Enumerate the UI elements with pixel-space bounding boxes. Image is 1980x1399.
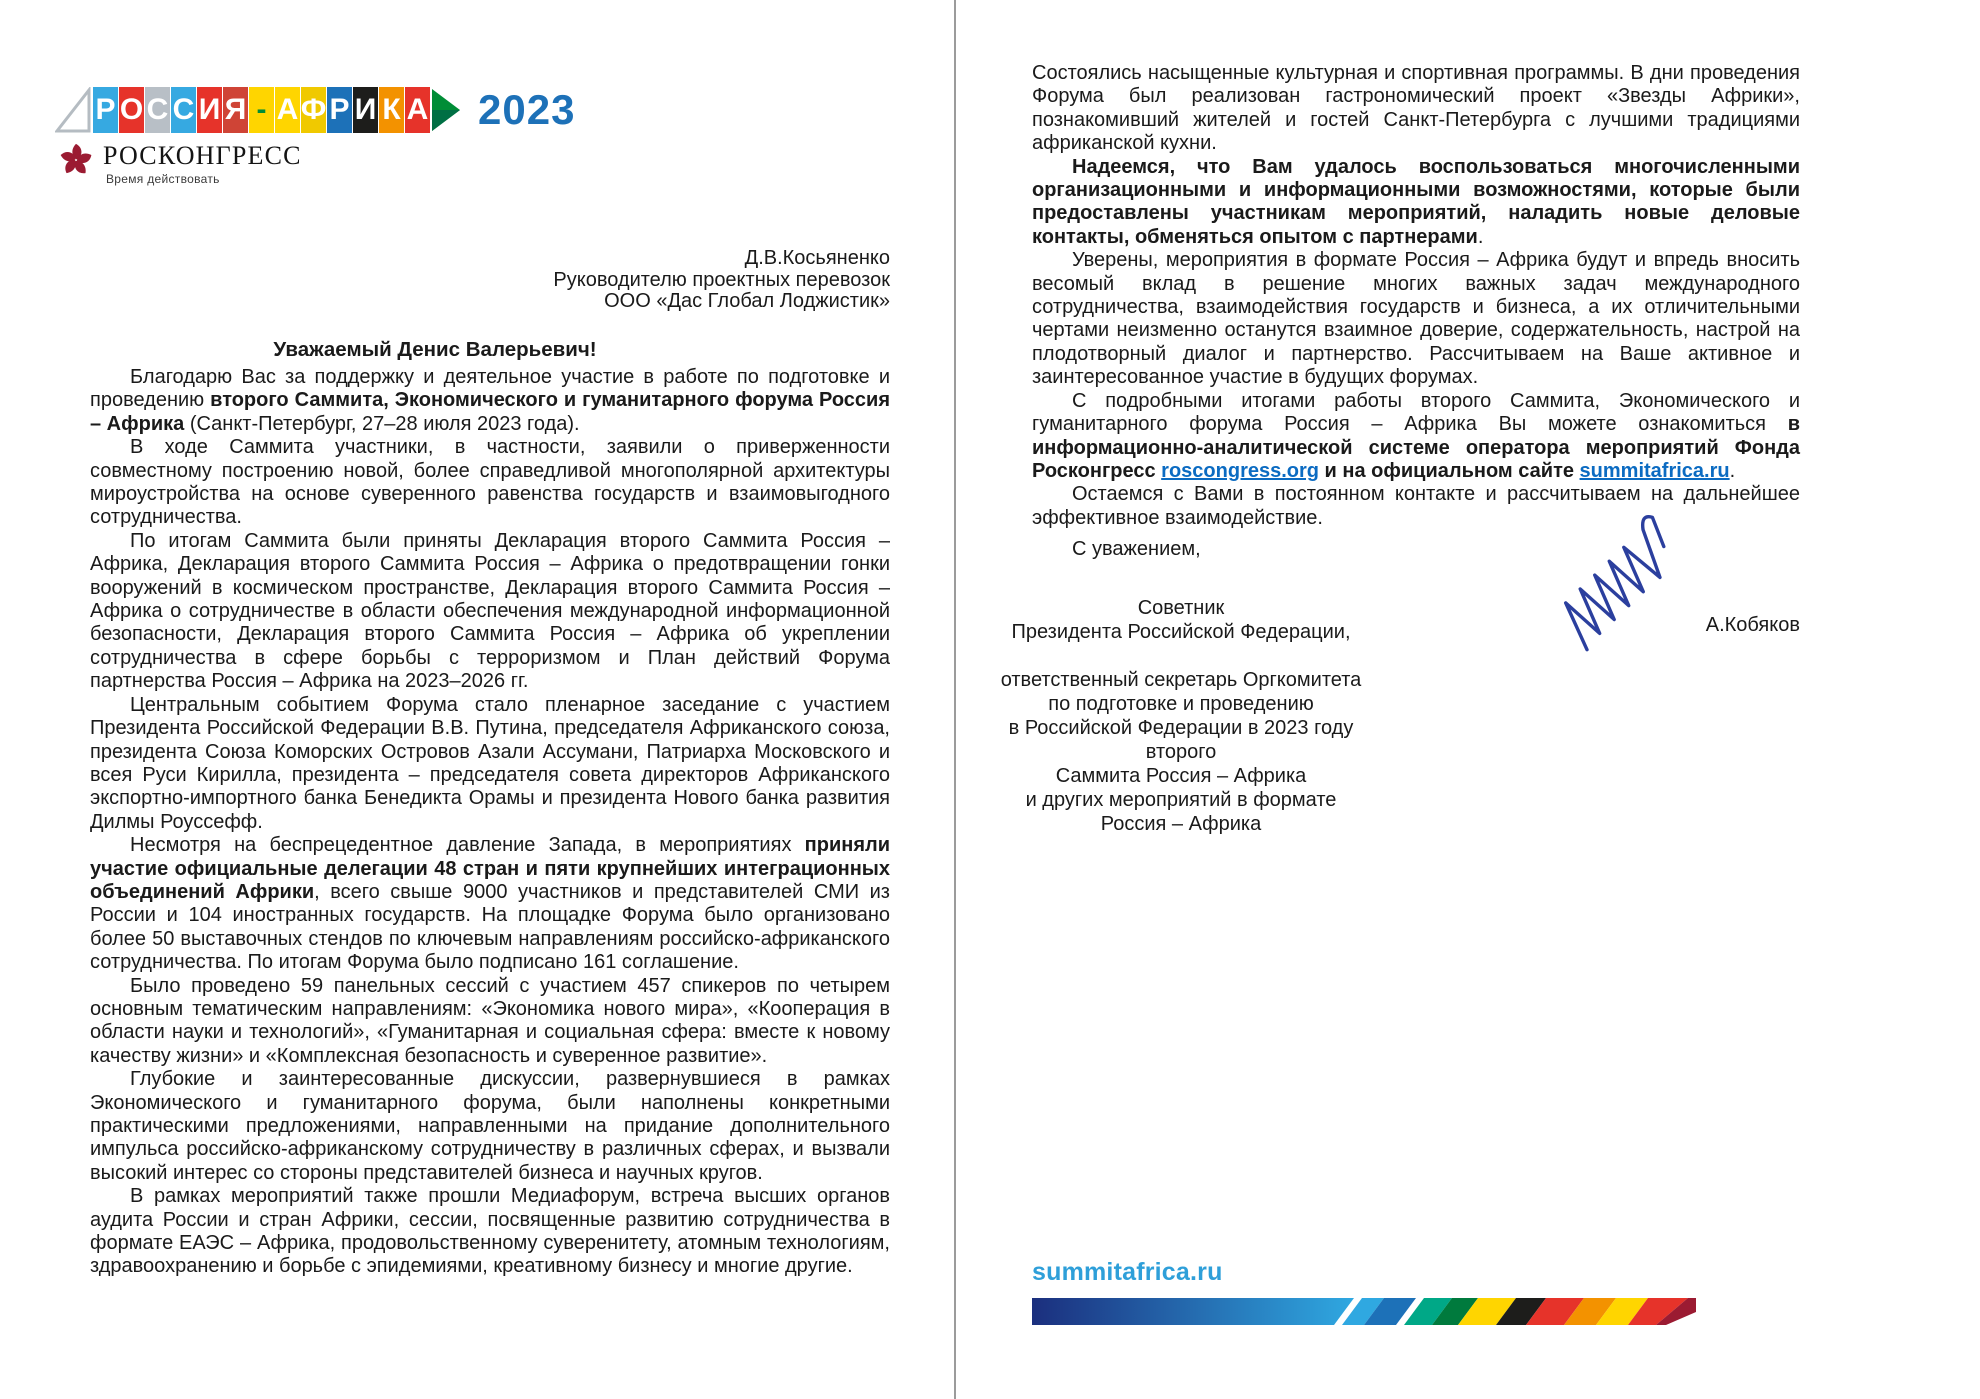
- signature-title-line: и других мероприятий в формате: [1025, 789, 1337, 811]
- text-run: В ходе Саммита участники, в частности, заявили о приверженности совместному построению новой, более справедливой многополярной архитектуры мироустройства на основе суверенного равенства государств и взаимовыгодного сотрудничества.: [90, 436, 890, 529]
- logo-letter-tiles: [93, 87, 431, 133]
- logo-arrow-icon: [432, 87, 462, 133]
- hyperlink[interactable]: roscongress.org: [1161, 459, 1319, 482]
- footer-site-text: summitafrica.ru: [1032, 1258, 1223, 1286]
- recipient-line: Руководителю проектных перевозок: [553, 268, 890, 291]
- paragraph: [90, 694, 890, 834]
- text-run: Глубокие и заинтересованные дискуссии, развернувшиеся в рамках Экономического и гуманитарного форума, были наполнены конкретными практическими предложениями, направленными на придание дополнительного импульса российско-африканскому сотрудничеству в различных сферах, и вызвали высокий интерес со стороны представителей бизнеса и научных кругов.: [90, 1068, 890, 1184]
- regards-line: С уважением,: [1072, 538, 1201, 560]
- footer-stripe-decoration: [1032, 1298, 1696, 1325]
- paragraph: [90, 366, 890, 436]
- roscongress-tagline: Время действовать: [106, 172, 220, 186]
- text-run: Уверены, мероприятия в формате Россия – Африка будут и впредь вносить весомый вклад в решение многих важных задач международного сотрудничества, взаимодействия государств и бизнеса, а их отличительными чертами неизменно останутся взаимное доверие, содержательность, настрой на плодотворный диалог и партнерство. Рассчитываем на Ваше активное и заинтересованное участие в будущих форумах.: [1032, 249, 1800, 389]
- text-run: Благодарю Вас за поддержку и деятельное участие в работе по подготовке и проведению: [90, 366, 890, 412]
- text-run: Остаемся с Вами в постоянном контакте и рассчитываем на дальнейшее эффективное взаимодействие.: [1032, 483, 1800, 529]
- logo-letter-tile: А: [275, 87, 300, 133]
- bold-text-run: приняли участие официальные делегации 48 стран и пяти крупнейших интеграционных объединений Африки: [90, 834, 890, 903]
- paragraph: [90, 975, 890, 1069]
- text-run: Центральным событием Форума стало пленарное заседание с участием Президента Российской Федерации В.В. Путина, председателя Африканского союза, президента Союза Коморских Островов Азали Ассумани, Патриарха Московского и всея Руси Кирилла, президента – председателя совета директоров Африканского экспортно-импортного банка Бенедикта Орамы и президента Нового банка развития Дилмы Роуссефф.: [90, 693, 890, 833]
- bold-text-run: Надеемся, что Вам удалось воспользоваться многочисленными организационными и информационными возможностями, которые были предоставлены участникам мероприятий, наладить новые деловые контакты, обменяться опытом с партнерами: [1032, 155, 1800, 248]
- logo-year: 2023: [478, 86, 576, 133]
- logo-letter-tile: Р: [327, 87, 352, 133]
- paragraph: [90, 436, 890, 530]
- logo-letter-tile: С: [171, 87, 196, 133]
- recipient-block: [90, 248, 890, 313]
- letter-body-left: [90, 366, 890, 1279]
- paragraph: [1032, 62, 1800, 156]
- text-run: .: [1729, 459, 1736, 482]
- salutation: Уважаемый Денис Валерьевич!: [273, 338, 597, 361]
- logo-letter-tile: А: [405, 87, 430, 133]
- bold-text-run: в информационно-аналитической системе оператора мероприятий Фонда Росконгресс: [1032, 413, 1800, 482]
- paragraph: [1032, 156, 1800, 250]
- logo-letter-tile: -: [249, 87, 274, 133]
- roscongress-logo: [57, 141, 302, 186]
- paragraph: [90, 1185, 890, 1279]
- letter-body-right: [1032, 62, 1800, 530]
- text-run: По итогам Саммита были приняты Декларация второго Саммита Россия – Африка, Декларация второго Саммита Россия – Африка о предотвращении гонки вооружений в космическом пространстве, Декларация второго Саммита Россия – Африка о сотрудничестве в области обеспечения международной информационной безопасности, Декларация второго Саммита Россия – Африка об укреплении сотрудничества в сфере борьбы с терроризмом и План действий Форума партнерства Россия – Африка на 2023–2026 гг.: [90, 529, 890, 693]
- paragraph: [1032, 390, 1800, 484]
- signature-title-line: в Российской Федерации в 2023 году второго: [1008, 717, 1354, 763]
- logo-letter-tile: И: [197, 87, 222, 133]
- logo-flag-icon: [55, 87, 91, 133]
- hyperlink[interactable]: summitafrica.ru: [1579, 459, 1730, 482]
- recipient-line: Д.В.Косьяненко: [744, 247, 890, 269]
- paragraph: [90, 834, 890, 974]
- signature-title-line: Президента Российской Федерации,: [1011, 621, 1351, 643]
- recipient-line: ООО «Дас Глобал Лоджистик»: [604, 290, 890, 312]
- paragraph: [1032, 249, 1800, 389]
- logo-letter-tile: Ф: [301, 87, 326, 133]
- signature-title-line: Саммита Россия – Африка: [1055, 765, 1307, 787]
- logo-letter-tile: И: [353, 87, 378, 133]
- letter-page-left: [0, 0, 954, 1399]
- logo-letter-tile: К: [379, 87, 404, 133]
- russia-africa-logo: [55, 86, 575, 134]
- roscongress-name: РОСКОНГРЕСС: [103, 141, 302, 170]
- logo-letter-tile: С: [145, 87, 170, 133]
- text-run: , всего свыше 9000 участников и представителей СМИ из России и 104 иностранных государств. На площадке Форума было организовано более 50 выставочных стендов по ключевым направлениям российско-африканского сотрудничества. По итогам Форума было подписано 161 соглашение.: [90, 880, 890, 974]
- signature-title-block: [996, 596, 1366, 836]
- signature-title-line: ответственный секретарь Оргкомитета: [1000, 669, 1362, 691]
- handwritten-signature: [1530, 486, 1730, 671]
- roscongress-flower-icon: [57, 141, 95, 179]
- logo-letter-tile: Я: [223, 87, 248, 133]
- logo-letter-tile: Р: [93, 87, 118, 133]
- text-run: В рамках мероприятий также прошли Медиафорум, встреча высших органов аудита России и стран Африки, сессии, посвященные развитию сотрудничества в формате ЕАЭС – Африка, продовольственному суверенитету, атомным технологиям, здравоохранению и борьбе с эпидемиями, креативному бизнесу и многие другие.: [90, 1185, 890, 1278]
- text-run: Состоялись насыщенные культурная и спортивная программы. В дни проведения Форума был реализован гастрономический проект «Звезды Африки», познакомивший жителей и гостей Санкт-Петербурга с лучшими традициями африканской кухни.: [1032, 62, 1800, 155]
- bold-text-run: второго Саммита, Экономического и гуманитарного форума Россия – Африка: [90, 389, 890, 435]
- bold-text-run: и на официальном сайте: [1319, 459, 1580, 482]
- signer-name: А.Кобяков: [1705, 614, 1800, 636]
- letter-page-right: [956, 0, 1980, 1399]
- paragraph: [90, 1068, 890, 1185]
- signature-title-line: Россия – Африка: [1100, 813, 1262, 835]
- paragraph: [90, 530, 890, 694]
- signature-title-line: [996, 644, 1366, 668]
- signature-title-line: Советник: [1137, 597, 1225, 619]
- text-run: Было проведено 59 панельных сессий с участием 457 спикеров по четырем основным тематическим направлениям: «Экономика нового мира», «Кооперация в области науки и технологий», «Гуманитарная и социальная сфера: вместе к новому качеству жизни» и «Комплексная безопасность и суверенное развитие».: [90, 974, 890, 1067]
- text-run: .: [1477, 225, 1484, 248]
- logo-letter-tile: О: [119, 87, 144, 133]
- text-run: (Санкт-Петербург, 27–28 июля 2023 года).: [184, 412, 580, 435]
- text-run: С подробными итогами работы второго Саммита, Экономического и гуманитарного форума Россия – Африка Вы можете ознакомиться: [1032, 389, 1800, 436]
- signature-title-line: по подготовке и проведению: [1048, 693, 1314, 715]
- text-run: Несмотря на беспрецедентное давление Запада, в мероприятиях: [130, 834, 805, 857]
